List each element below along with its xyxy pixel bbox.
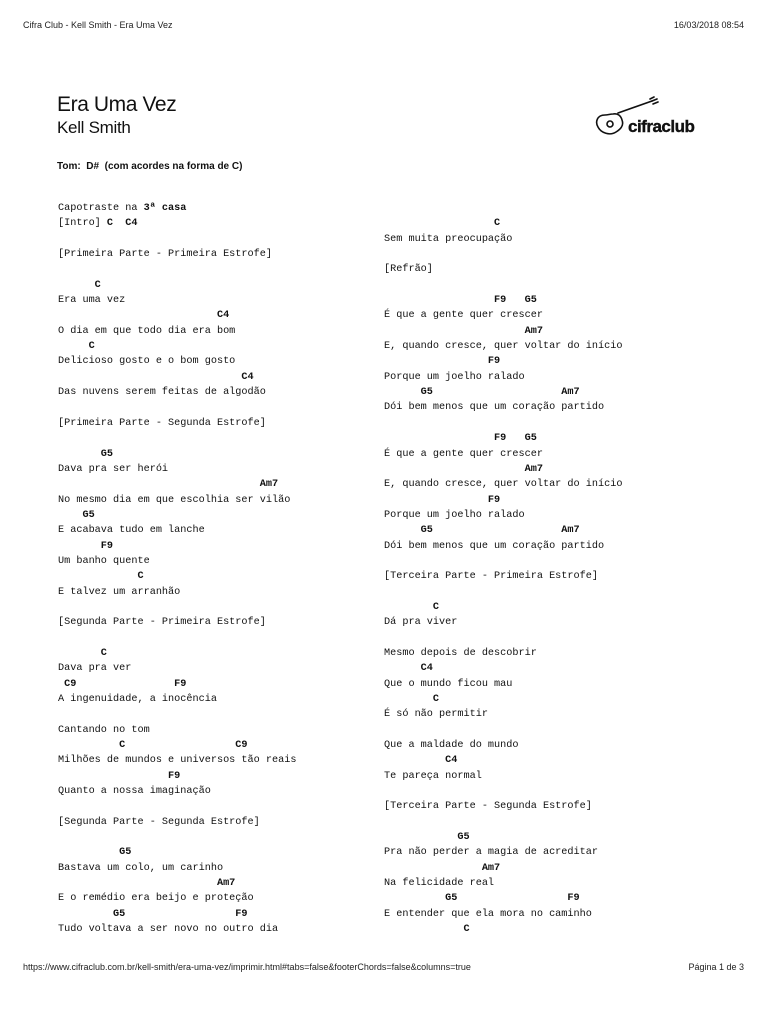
blank-line xyxy=(58,600,296,615)
lyric-line: A ingenuidade, a inocência xyxy=(58,694,217,705)
lyric-line: Mesmo depois de descobrir xyxy=(384,647,537,659)
lyric-line: [Primeira Parte - Primeira Estrofe] xyxy=(58,249,272,261)
blank-line xyxy=(384,278,622,293)
lyric-line: É que a gente quer crescer xyxy=(384,310,543,322)
tom-note: (com acordes na forma de C) xyxy=(104,161,243,172)
lyric-line: É que a gente quer crescer xyxy=(384,448,543,460)
chord-line: C4 xyxy=(58,310,230,322)
lyric-line: Era uma vez xyxy=(58,295,126,307)
lyric-line xyxy=(58,216,296,231)
chord-line: C4 xyxy=(58,371,254,383)
lyric-line: E entender que ela mora no caminho xyxy=(384,908,592,920)
lyric-line: E, quando cresce, quer voltar do início xyxy=(384,341,623,353)
lyric-line: Dá pra viver xyxy=(384,617,458,629)
lyric-line: Quanto a nossa imaginação xyxy=(58,786,211,798)
print-footer-url: https://www.cifraclub.com.br/kell-smith/era-uma-vez/imprimir.html#tabs=false&footerChords=false&columns=true xyxy=(23,962,471,972)
lyric-line: [Primeira Parte - Segunda Estrofe] xyxy=(58,417,266,429)
tom-label: Tom: xyxy=(57,161,81,172)
chord-line: C C9 xyxy=(58,740,248,752)
blank-line xyxy=(384,784,622,799)
blank-line xyxy=(58,799,296,814)
tom-key: D# xyxy=(86,161,100,172)
song-key xyxy=(57,161,242,172)
logo-text: cifraclub xyxy=(628,117,695,136)
lyric-line: Delicioso gosto e o bom gosto xyxy=(58,356,236,368)
chord-line: C xyxy=(384,924,470,936)
chord-line: G5 xyxy=(58,847,132,859)
blank-line xyxy=(58,232,296,247)
chord-line: C4 xyxy=(384,663,433,675)
lyric-line: Na felicidade real xyxy=(384,878,495,890)
song-title: Era Uma Vez xyxy=(57,93,177,116)
chord-text: 3ª casa xyxy=(143,203,187,214)
blank-line xyxy=(58,830,296,845)
song-artist: Kell Smith xyxy=(57,118,131,137)
blank-line xyxy=(384,201,622,216)
lyric-line: Dói bem menos que um coração partido xyxy=(384,402,605,414)
cifraclub-logo xyxy=(594,96,700,140)
chord-line: F9 G5 xyxy=(384,295,537,307)
lyric-line: [Terceira Parte - Primeira Estrofe] xyxy=(384,571,598,583)
lyric-line: Te pareça normal xyxy=(384,770,482,782)
blank-line xyxy=(58,431,296,446)
lyric-line: Milhões de mundos e universos tão reais xyxy=(58,755,297,767)
chord-line: G5 Am7 xyxy=(384,387,580,399)
lyric-line: Porque um joelho ralado xyxy=(384,509,525,521)
blank-line xyxy=(384,585,622,600)
lyric-line: Dava pra ver xyxy=(58,663,132,675)
print-header-title: Cifra Club - Kell Smith - Era Uma Vez xyxy=(23,20,173,30)
lyric-line: Pra não perder a magia de acreditar xyxy=(384,847,598,859)
chord-line: G5 Am7 xyxy=(384,525,580,537)
chord-line: F9 xyxy=(58,540,114,552)
lyric-line: Um banho quente xyxy=(58,555,150,567)
lyric-line: [Refrão] xyxy=(384,264,433,276)
blank-line xyxy=(384,815,622,830)
lyric-line: No mesmo dia em que escolhia ser vilão xyxy=(58,494,291,506)
lyric-line: Que o mundo ficou mau xyxy=(384,678,513,690)
chord-line: G5 xyxy=(58,509,95,521)
chord-line: Am7 xyxy=(384,862,501,874)
chord-line: C xyxy=(58,279,101,291)
chord-line: G5 xyxy=(58,448,114,460)
guitar-icon xyxy=(594,96,700,140)
blank-line xyxy=(384,631,622,646)
lyric-line: Tudo voltava a ser novo no outro dia xyxy=(58,924,279,936)
chord-line: C xyxy=(384,694,440,705)
lyric-line: Que a maldade do mundo xyxy=(384,740,519,752)
lyric-line: Dói bem menos que um coração partido xyxy=(384,540,605,552)
lyric-line: Porque um joelho ralado xyxy=(384,371,525,383)
chord-line: Am7 xyxy=(384,463,543,475)
chord-line: C xyxy=(58,341,95,353)
lyrics-column-right xyxy=(384,201,622,938)
blank-line xyxy=(58,400,296,415)
lyric-line: E o remédio era beijo e proteção xyxy=(58,893,254,905)
blank-line xyxy=(384,554,622,569)
lyric-line: [Segunda Parte - Primeira Estrofe] xyxy=(58,617,266,629)
chord-line: Am7 xyxy=(384,325,543,337)
chord-line: C xyxy=(58,647,107,659)
print-header-datetime: 16/03/2018 08:54 xyxy=(673,20,744,30)
chord-line: G5 F9 xyxy=(384,893,580,905)
lyric-line: E acabava tudo em lanche xyxy=(58,525,205,537)
lyric-line: Dava pra ser herói xyxy=(58,463,169,475)
chord-line: F9 xyxy=(384,494,501,506)
lyric-line: É só não permitir xyxy=(384,709,488,721)
blank-line xyxy=(384,416,622,431)
chord-line: F9 xyxy=(384,356,501,368)
chord-text: C C4 xyxy=(106,218,138,230)
chord-line: C9 F9 xyxy=(58,678,187,690)
lyric-line: E, quando cresce, quer voltar do início xyxy=(384,479,623,491)
chord-line: C xyxy=(384,218,501,230)
chord-line: F9 G5 xyxy=(384,433,537,445)
lyric-line: Das nuvens serem feitas de algodão xyxy=(58,387,266,399)
chord-line: G5 F9 xyxy=(58,908,248,920)
print-footer-page: Página 1 de 3 xyxy=(688,962,744,972)
blank-line xyxy=(58,707,296,722)
chord-line: Am7 xyxy=(58,479,279,491)
chord-line: F9 xyxy=(58,770,181,782)
line-text: [Intro] xyxy=(58,218,107,230)
lyric-line: Sem muita preocupação xyxy=(384,233,513,245)
blank-line xyxy=(384,247,622,262)
blank-line xyxy=(58,262,296,277)
line-text: Capotraste na xyxy=(58,203,144,214)
blank-line xyxy=(384,723,622,738)
lyric-line: E talvez um arranhão xyxy=(58,586,181,598)
chord-line: Am7 xyxy=(58,878,236,890)
lyric-line xyxy=(58,201,296,216)
chord-line: C xyxy=(58,571,144,583)
lyric-line: Cantando no tom xyxy=(58,724,150,736)
lyric-line: [Segunda Parte - Segunda Estrofe] xyxy=(58,816,260,828)
lyric-line: O dia em que todo dia era bom xyxy=(58,325,236,337)
chord-line: C xyxy=(384,601,440,613)
chord-line: G5 xyxy=(384,832,470,844)
lyrics-column-left xyxy=(58,201,296,938)
lyric-line: Bastava um colo, um carinho xyxy=(58,862,224,874)
lyric-line: [Terceira Parte - Segunda Estrofe] xyxy=(384,801,592,813)
chord-line: C4 xyxy=(384,755,458,767)
blank-line xyxy=(58,631,296,646)
